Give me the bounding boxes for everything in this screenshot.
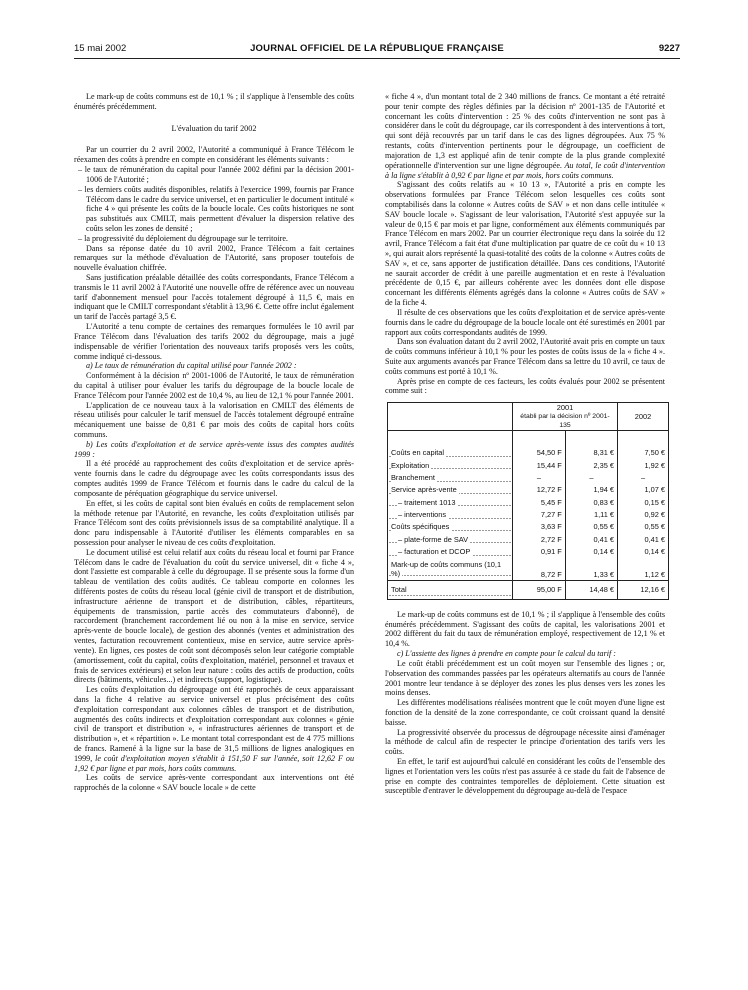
cell-2002: 0,14 € (618, 546, 669, 558)
cell-2001-euros: 0,14 € (565, 546, 617, 558)
paragraph: Il a été procédé au rapprochement des coûts d'exploitation et de service après-vente fournis dans le cadre du dégroupage avec les coûts correspondants issus des comptes audités 1999 de France Télécom et fournis dans le cadre du calcul de la composante de péréquation géographique du service universel. (74, 459, 354, 498)
paragraph: S'agissant des coûts relatifs au « 10 13 », l'Autorité a pris en compte les observations formulées par France Télécom selon lesquelles ces coûts sont comptabilisés dans la colonne « Autres coûts de SAV » et non dans celle intitulée « SAV boucle locale ». S'agissant de leur valorisation, l'Autorité s'est appuyée sur la valeur de 0,15 € par mois et par ligne, conformément aux éléments communiqués par France Télécom en mars 2002. Par un courrier électronique reçu dans la soirée du 12 avril, France Télécom a fait état d'une multiplication par quatre de ce coût du « 10 13 », qui aurait alors représenté la quasi-totalité des coûts de la colonne « Autres coûts de SAV », et ce, sans apporter de justification détaillée. Dans ces conditions, l'Autorité ne saurait accorder de crédit à une pareille augmentation et en reste à l'évaluation précédente de 0,15 €, par ailleurs cohérente avec les données dont elle dispose concernant les différents éléments agrégés dans la colonne « Autres coûts de SAV » de la fiche 4. (385, 180, 665, 308)
cell-2001-euros: 14,48 € (565, 580, 617, 599)
cell-2002: 1,12 € (618, 558, 669, 581)
table-row (388, 533, 669, 545)
criteria-list (74, 165, 354, 244)
paragraph: Le coût établi précédemment est un coût moyen sur l'ensemble des lignes ; or, l'observation des commandes passées par les opérateurs alternatifs au cours de l'année 2001 montre leur tendance à se déployer des zones les plus denses vers les zones les moins denses. (385, 658, 665, 698)
table-row (388, 509, 669, 521)
paragraph: Après prise en compte de ces facteurs, les coûts évalués pour 2002 se présentent comme suit : (385, 376, 665, 396)
paragraph: La progressivité observée du processus de dégroupage nécessite ainsi d'aménager la méthode de calcul afin de respecter le principe d'orientation des tarifs vers les coûts. (385, 727, 665, 757)
cell-2001-francs: 5,45 F (513, 496, 566, 508)
cell-2001-francs: 2,72 F (513, 533, 566, 545)
subheading-a: a) Le taux de rémunération du capital utilisé pour l'année 2002 : (86, 361, 297, 371)
section-heading: L'évaluation du tarif 2002 (171, 123, 257, 133)
paragraph: Les coûts de service après-vente correspondant aux interventions ont été rapprochés de la colonne « SAV boucle locale » de cette (74, 773, 354, 793)
paragraph: En effet, si les coûts de capital sont bien évalués en coûts de remplacement selon la méthode retenue par l'Autorité, en revanche, les coûts d'exploitation utilisés par France Télécom sont des coûts prévisionnels issus de sa comptabilité analytique. Il a donc paru indispensable à l'Autorité d'utiliser les éléments comparables en sa possession pour analyser le niveau de ces coûts d'exploitation. (74, 498, 354, 547)
page-header (74, 43, 680, 57)
header-rule (74, 58, 680, 59)
paragraph: L'application de ce nouveau taux à la valorisation en CMILT des éléments de réseau utilisés pour calculer le tarif mensuel de l'accès totalement dégroupé entraîne mécaniquement une baisse de 0,81 € par mois des coûts de capital hors coûts communs. (74, 400, 354, 439)
row-label: Branchement (388, 472, 513, 484)
table-row (388, 459, 669, 471)
cell-2001-francs: 8,72 F (513, 558, 566, 581)
paragraph (385, 92, 665, 180)
table-row (388, 558, 669, 581)
table-header-blank (388, 403, 513, 431)
table-row (388, 472, 669, 484)
text-run-italic: Au total, le coût d'intervention à la ligne s'établit à 0,92 € par ligne et par mois, hors coûts communs. (385, 160, 665, 180)
table-spacer-row (388, 431, 669, 448)
page-number: 9227 (658, 43, 680, 54)
table-total-row (388, 580, 669, 599)
list-item: – les derniers coûts audités disponibles, relatifs à l'exercice 1999, fournis par France Télécom dans le cadre du service universel, et en particulier le document intitulé « fiche 4 » qui présente les coûts de la boucle locale. Ces coûts historiques ne sont pas substitués aux CMILT, mais permettent d'évaluer la dispersion relative des coûts selon les zones de densité ; (74, 185, 354, 234)
cell-2001-francs: 95,00 F (513, 580, 566, 599)
list-item: – le taux de rémunération du capital pour l'année 2002 défini par la décision 2001-1006 de l'Autorité ; (74, 165, 354, 185)
row-label: – facturation et DCOP (388, 546, 513, 558)
cell-2001-francs: 54,50 F (513, 447, 566, 459)
paragraph: Sans justification préalable détaillée des coûts correspondants, France Télécom a transmis le 11 avril 2002 à l'Autorité une nouvelle offre de référence avec un nouveau tarif d'abonnement mensuel pour l'accès totalement dégroupé à 11,5 €, mais en indiquant que le CMILT correspondant s'établit à 13,96 €. Cette offre inclut également un tarif de l'accès partagé 3,5 €. (74, 273, 354, 322)
cell-2001-francs: 12,72 F (513, 484, 566, 496)
cell-2002: 0,41 € (618, 533, 669, 545)
header-2001-year: 2001 (556, 403, 574, 413)
table-row (388, 484, 669, 496)
costs-table (387, 402, 669, 600)
paragraph: Il résulte de ces observations que les coûts d'exploitation et de service après-vente fournis dans le cadre du dégroupage de la boucle locale ont été surestimés en 2001 par rapport aux coûts correspondants audités de 1999. (385, 307, 665, 337)
paragraph: L'Autorité a tenu compte de certaines des remarques formulées le 10 avril par France Télécom dans l'évaluation des tarifs 2002 du dégroupage, mais a jugé indispensable de vérifier l'orientation des nouveaux tarifs proposés vers les coûts, comme indiqué ci-dessous. (74, 322, 354, 361)
paragraph: Les différentes modélisations réalisées montrent que le coût moyen d'une ligne est fonction de la densité de la zone correspondante, ce coût croissant quand la densité baisse. (385, 698, 665, 727)
row-label: Total (388, 580, 513, 599)
table-row (388, 496, 669, 508)
cell-2001-francs: 7,27 F (513, 509, 566, 521)
issue-date: 15 mai 2002 (74, 43, 127, 54)
row-label: – traitement 1013 (388, 496, 513, 508)
paragraph: Le mark-up de coûts communs est de 10,1 % ; il s'applique à l'ensemble des coûts énumérés précédemment. S'agissant des coûts de capital, les valorisations 2001 et 2002 diffèrent du fait du taux de rémunération employé, respectivement de 12,1 % et 10,4 %. (385, 609, 665, 649)
cell-2002: 0,92 € (618, 509, 669, 521)
cell-2001-francs: – (513, 472, 566, 484)
paragraph: Dans son évaluation datant du 2 avril 2002, l'Autorité avait pris en compte un taux de coûts communs inférieur à 10,1 % pour les postes de coûts issus de la « fiche 4 ». Suite aux arguments avancés par France Télécom dans sa lettre du 10 avril, ce taux de coûts communs est porté à 10,1 %. (385, 337, 665, 376)
cell-2001-euros: – (565, 472, 617, 484)
cell-2001-francs: 0,91 F (513, 546, 566, 558)
cell-2001-euros: 0,83 € (565, 496, 617, 508)
cell-2001-euros: 1,11 € (565, 509, 617, 521)
right-column (385, 92, 665, 796)
row-label: – interventions (388, 509, 513, 521)
text-run-italic: le coût d'exploitation moyen s'établit à 151,50 F sur l'année, soit 12,62 F ou 1,92 € par ligne et par mois, hors coûts communs. (74, 753, 354, 773)
cell-2002: – (618, 472, 669, 484)
cell-2001-euros: 1,33 € (565, 558, 617, 581)
subheading-c: c) L'assiette des lignes à prendre en compte pour le calcul du tarif : (397, 649, 616, 659)
row-label: – plate-forme de SAV (388, 533, 513, 545)
cell-2001-euros: 0,55 € (565, 521, 617, 533)
paragraph: En effet, le tarif est aujourd'hui calculé en considérant les coûts de l'ensemble des lignes et l'orientation vers les coûts n'est pas assurée à ce stade du fait de l'absence de prise en compte des contraintes temporelles de déploiement. Cette situation est susceptible d'entraver le développement du dégroupage au-delà de l'espace (385, 757, 665, 796)
paragraph: Conformément à la décision nº 2001-1006 de l'Autorité, le taux de rémunération du capital à utiliser pour évaluer les tarifs du dégroupage de la boucle locale de France Télécom pour l'année 2002 est de 10,4 %, au lieu de 12,1 % pour l'année 2001. (74, 371, 354, 400)
text-run: « fiche 4 », d'un montant total de 2 340 millions de francs. Ce montant a été retraité pour tenir compte des règles définies par la décision nº 2001-135 de l'Autorité et concernant les coûts d'intervention : 25 % des coûts d'intervention ne sont pas à considérer dans le coût du dégroupage, car ils correspondent à des interventions à tort, qui sont déjà recouvrés par un tarif dans le cas des lignes dégroupées. Aux 75 % restants, coûts d'intervention pertinents pour le dégroupage, un coefficient de majoration de 1,3 est appliqué afin de tenir compte de la plus grande complexité opérationnelle d'intervention sur une ligne dégroupée. (385, 92, 665, 170)
cell-2001-euros: 0,41 € (565, 533, 617, 545)
paragraph: Le document utilisé est celui relatif aux coûts du réseau local et fourni par France Télécom dans le cadre de l'évaluation du coût du service universel, dit « fiche 4 », dont l'assiette est comparable à celle du dégroupage. Il se présente sous la forme d'un tableau de ventilation des coûts audités. Ce tableau comporte en colonnes les différents postes de coûts du réseau local (génie civil de transport et de distribution, infrastructure aérienne de transport et de distribution, câbles, répartiteurs, équipements de transmission, partie accès des commutateurs d'abonné), de raccordement (branchement raccordement lié ou non à la mise en service, service après-vente de boucle locale), de gestion des abonnés (ventes et administration des ventes, facturation recouvrement contentieux, mise en service, autre service après-vente). En lignes, ces postes de coût sont décomposés selon leur catégorie comptable (amortissement, coût du capital, coûts d'exploitation, matériel, personnel et travaux et frais de services extérieurs) et selon leur nature : coûts des actifs de production, coûts directs (bâtiments, véhicules...) et indirects (support, logistique). (74, 547, 354, 685)
left-column (74, 92, 354, 793)
cell-2001-euros: 2,35 € (565, 459, 617, 471)
journal-title: JOURNAL OFFICIEL DE LA RÉPUBLIQUE FRANÇAISE (250, 43, 504, 54)
row-label: Coûts spécifiques (388, 521, 513, 533)
table-header-2002: 2002 (618, 403, 669, 431)
row-label: Service après-vente (388, 484, 513, 496)
table-row (388, 521, 669, 533)
paragraph: Le mark-up de coûts communs est de 10,1 % ; il s'applique à l'ensemble des coûts énumérés précédemment. (74, 92, 354, 111)
cell-2002: 0,15 € (618, 496, 669, 508)
cell-2002: 1,07 € (618, 484, 669, 496)
row-label: Coûts en capital (388, 447, 513, 459)
paragraph (74, 685, 354, 773)
table-header-2001 (513, 403, 618, 431)
table-row (388, 447, 669, 459)
text-run: Les coûts d'exploitation du dégroupage ont été rapprochés de ceux apparaissant dans la fiche 4 relative au service universel et plus précisément des coûts d'exploitation correspondant aux colonnes câbles de transport et de distribution, augmentés des coûts indirects et d'exploitation correspondant aux colonnes « génie civil de transport et distribution », « infrastructures aériennes de transport et de distribution », et « répartition ». Le montant total correspondant est de 4 775 millions de francs. Ramené à la ligne sur la base de 31,5 millions de lignes analogiques en 1999, (74, 685, 354, 763)
list-item: – la progressivité du déploiement du dégroupage sur le territoire. (74, 234, 354, 244)
cell-2001-francs: 15,44 F (513, 459, 566, 471)
cell-2001-francs: 3,63 F (513, 521, 566, 533)
paragraph: Par un courrier du 2 avril 2002, l'Autorité a communiqué à France Télécom le réexamen des coûts à prendre en compte en considérant les éléments suivants : (74, 145, 354, 165)
row-label: Exploitation (388, 459, 513, 471)
subheading-b: b) Les coûts d'exploitation et de service après-vente issus des comptes audités 1999 : (74, 439, 354, 459)
cell-2001-euros: 8,31 € (565, 447, 617, 459)
paragraph: Dans sa réponse datée du 10 avril 2002, France Télécom a fait certaines remarques sur la méthode d'évaluation de l'Autorité, sans proposer toutefois de nouvelle évaluation chiffrée. (74, 243, 354, 273)
cell-2002: 7,50 € (618, 447, 669, 459)
table-row (388, 546, 669, 558)
header-2001-note: établi par la décision nº 2001-135 (520, 413, 610, 430)
cell-2002: 12,16 € (618, 580, 669, 599)
cell-2002: 0,55 € (618, 521, 669, 533)
row-label: Mark-up de coûts communs (10,1 %) (388, 558, 513, 581)
cell-2002: 1,92 € (618, 459, 669, 471)
cell-2001-euros: 1,94 € (565, 484, 617, 496)
